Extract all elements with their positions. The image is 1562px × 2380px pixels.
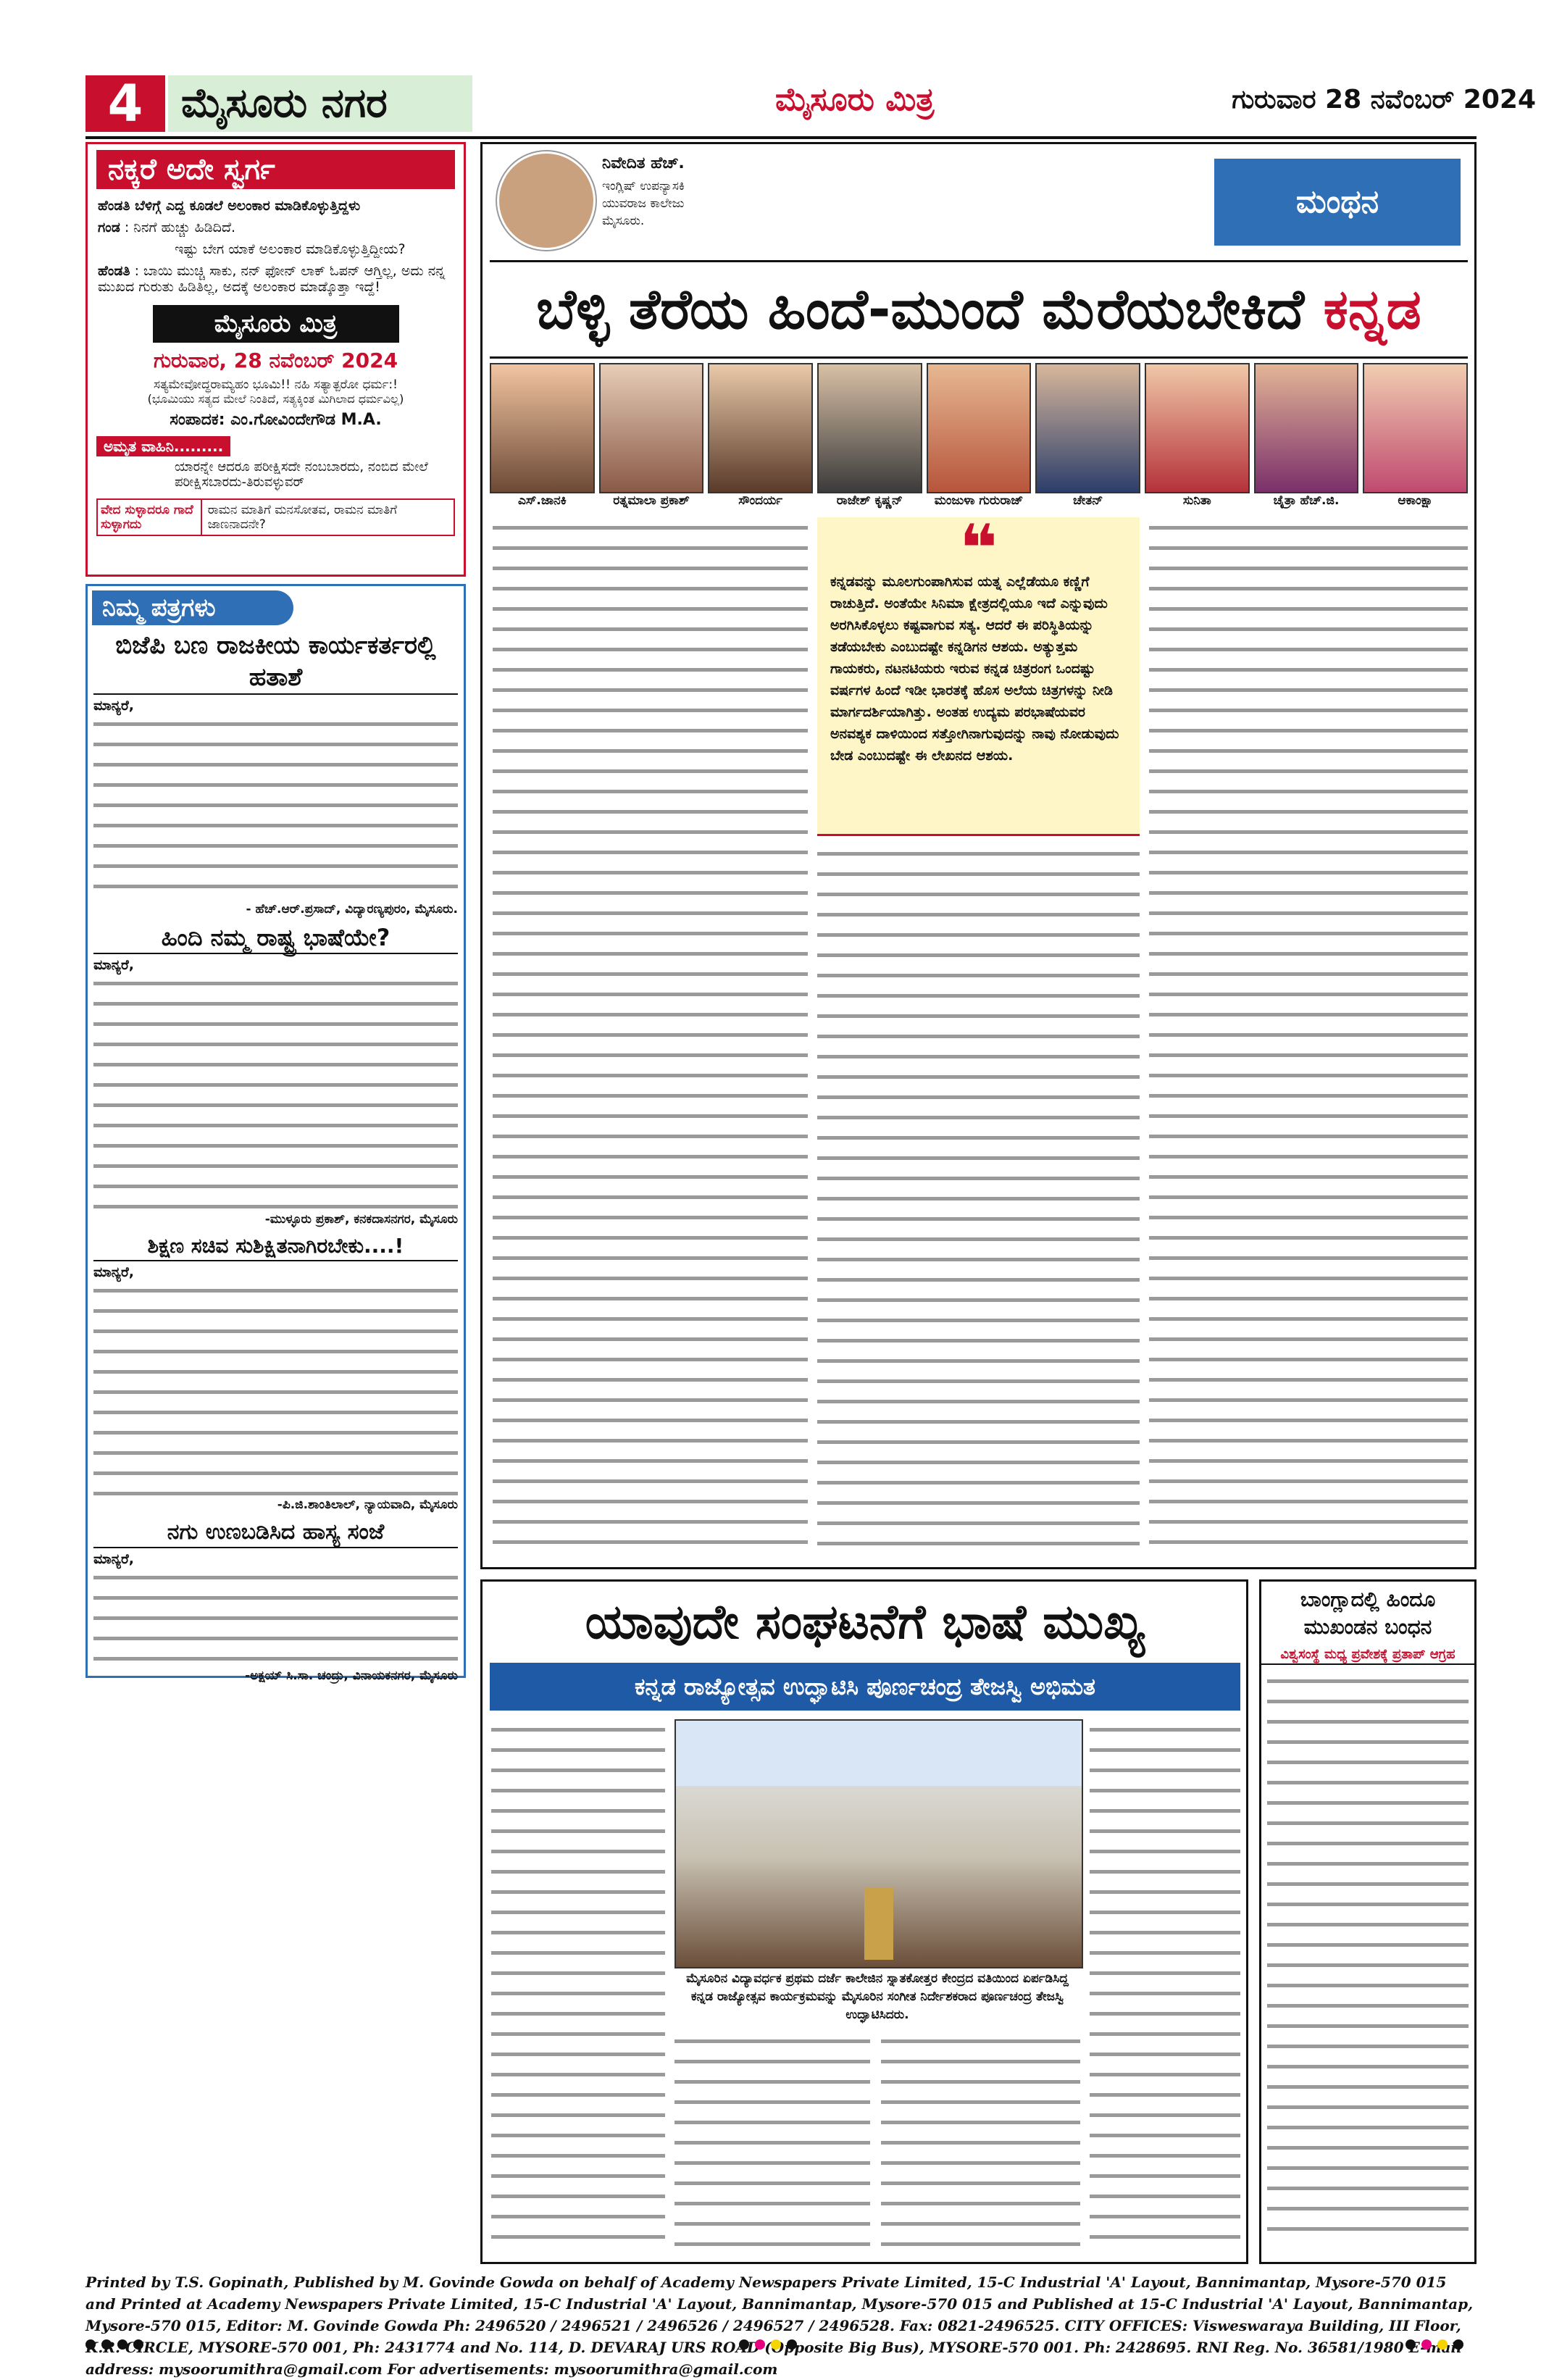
person-photo <box>599 363 704 493</box>
letter-signature: -ಪಿ.ಜಿ.ಶಾಂತಿಲಾಲ್, ನ್ಯಾಯವಾದಿ, ಮೈಸೂರು <box>277 1498 458 1512</box>
masthead: ಮೈಸೂರು ಮಿತ್ರ <box>775 81 935 118</box>
mast-motto-1: ಸತ್ಯಮೇವೋದ್ಧರಾಮ್ಯಹಂ ಭೂಮಿ!! ನಹಿ ಸತ್ಯಾತ್ಪರೋ ಧರ್ಮ:! <box>154 377 398 392</box>
person-photo <box>1035 363 1140 493</box>
letter-greeting: ಮಾನ್ಯರೆ, <box>93 957 134 973</box>
joke-box <box>85 142 466 577</box>
person-name: ಮಂಜುಳಾ ಗುರುರಾಜ್ <box>934 493 1024 508</box>
headline <box>490 260 1468 359</box>
person-card <box>1145 363 1250 508</box>
color-registration-dots-center <box>739 2339 803 2352</box>
person-card <box>927 363 1032 508</box>
mast-date: ಗುರುವಾರ, 28 ನವೆಂಬರ್ 2024 <box>153 348 398 372</box>
people-strip <box>490 363 1468 508</box>
author-name: ನಿವೇದಿತ ಹೆಚ್. <box>602 154 685 172</box>
mast-motto-2: (ಭೂಮಿಯು ಸತ್ಯದ ಮೇಲೆ ನಿಂತಿದೆ, ಸತ್ಯಕ್ಕಿಂತ ಮಿಗಿಲಾದ ಧರ್ಮವಿಲ್ಲ) <box>147 392 404 406</box>
bottom-article <box>480 1579 1248 2264</box>
dot-icon <box>133 2339 143 2350</box>
dot-icon <box>1421 2339 1432 2350</box>
joke-line-2: ಇಷ್ಟು ಬೇಗ ಯಾಕೆ ಅಲಂಕಾರ ಮಾಡಿಕೊಳ್ಳುತ್ತಿದ್ದೀಯ? <box>175 241 406 257</box>
person-name: ರತ್ನಮಾಲಾ ಪ್ರಕಾಶ್ <box>613 493 690 508</box>
bottom-body-column-1 <box>491 1719 665 2255</box>
joke-intro: ಹೆಂಡತಿ ಬೆಳಿಗ್ಗೆ ಎದ್ದ ಕೂಡಲೆ ಅಲಂಕಾರ ಮಾಡಿಕೊಳ್ಳುತ್ತಿದ್ದಳು <box>98 198 361 214</box>
veda-box <box>96 498 455 536</box>
mast-editor: ಸಂಪಾದಕ: ಎಂ.ಗೋವಿಂದೇಗೌಡ M.A. <box>170 411 382 429</box>
letter-4 <box>93 1518 458 1683</box>
dot-icon <box>771 2339 781 2350</box>
headline-highlight: ಕನ್ನಡ <box>1323 277 1421 341</box>
letters-section <box>85 584 466 1683</box>
bottom-body-column-4 <box>1090 1719 1240 2255</box>
side-headline: ಬಾಂಗ್ಲಾದಲ್ಲಿ ಹಿಂದೂ ಮುಖಂಡನ ಬಂಧನ <box>1300 1587 1436 1639</box>
person-card <box>490 363 595 508</box>
dot-icon <box>787 2339 797 2350</box>
side-story <box>1259 1579 1477 2264</box>
letter-3 <box>93 1232 458 1512</box>
letter-title: ನಗು ಉಣಬಡಿಸಿದ ಹಾಸ್ಯ ಸಂಜೆ <box>93 1518 458 1548</box>
imprint: Printed by T.S. Gopinath, Published by M. Govinde Gowda on behalf of Academy Newspapers Private Limited, 15-C Industrial 'A' Layout, Bannimantap, Mysore-570 015 and Printed at Academy Newspapers Private Limited, 15-C Industrial 'A' Layout, Bannimantap, Mysore-570 015 and Published at 15-C Industrial 'A' Layout, Bannimantap, Mysore-570 015, Editor: M. Govinde Gowda Ph: 2496520 / 2496521 / 2496526 / 2496527 / 2496528. Fax: 0821-2496525. CITY OFFICES: Visweswaraya Building, III Floor, CIRCLE, MYSORE-570 001, Ph: 2431774 and No. 114, D. DEVARAJ URS ROAD (Opposite Big Bus), MYSORE-570 001. Ph: 2428695. RNI Reg. No. 36581/1980 E-mail address: mysoorumithra@gmail.com For advertisements: mysoorumithra@gmail.com <box>85 2273 1474 2378</box>
letter-signature: -ಮುಳ್ಳೂರು ಪ್ರಕಾಶ್, ಕನಕದಾಸನಗರ, ಮೈಸೂರು <box>264 1212 458 1227</box>
letter-body <box>93 714 458 902</box>
page-number-badge <box>85 55 165 133</box>
bottom-body-column-3 <box>881 2031 1080 2255</box>
letter-greeting: ಮಾನ್ಯರೆ, <box>93 698 134 714</box>
dot-icon <box>755 2339 765 2350</box>
person-name: ಸೌಂದರ್ಯ <box>738 493 783 508</box>
side-subheadline: ವಿಶ್ವಸಂಸ್ಥೆ ಮಧ್ಯ ಪ್ರವೇಶಕ್ಕೆ ಪ್ರತಾಪ್ ಆಗ್ರಹ <box>1261 1645 1474 1665</box>
bottom-body-column-2 <box>674 2031 870 2255</box>
person-card <box>599 363 704 508</box>
dot-icon <box>739 2339 749 2350</box>
joke-line-3: ಹೆಂಡತಿ : ಬಾಯಿ ಮುಚ್ಚಿ ಸಾಕು, ನನ್ ಫೋನ್ ಲಾಕ್ ಓಪನ್ ಆಗ್ತಿಲ್ಲ, ಅದು ನನ್ನ ಮುಖದ ಗುರುತು ಹಿಡಿತಿಲ್ಲ, ಅದಕ್ಕೆ ಅಲಂಕಾರ ಮಾಡ್ಕೊತ್ತಾ ಇದ್ದೆ! <box>98 263 446 295</box>
person-name: ರಾಜೇಶ್ ಕೃಷ್ಣನ್ <box>836 493 903 508</box>
person-card <box>1035 363 1140 508</box>
person-name: ಆಕಾಂಕ್ಷಾ <box>1398 493 1434 508</box>
person-photo <box>1363 363 1468 493</box>
dot-icon <box>1406 2339 1416 2350</box>
bottom-subheadline: ಕನ್ನಡ ರಾಜ್ಯೋತ್ಸವ ಉದ್ಘಾಟಿಸಿ ಪೂರ್ಣಚಂದ್ರ ತೇಜಸ್ವಿ ಅಭಿಮತ <box>490 1663 1240 1711</box>
person-card <box>708 363 813 508</box>
header-rule <box>85 136 1477 139</box>
headline-text: ಬೆಳ್ಳಿ ತೆರೆಯ ಹಿಂದೆ-ಮುಂದೆ ಮೆರೆಯಬೇಕಿದೆ <box>536 277 1305 341</box>
dot-icon <box>85 2339 96 2350</box>
person-card <box>1254 363 1359 508</box>
amrutha-title: ಅಮೃತ ವಾಹಿನಿ......... <box>96 436 230 456</box>
lamp-graphic <box>864 1887 893 1960</box>
letters-heading: ನಿಮ್ಮ ಪತ್ರಗಳು <box>92 590 293 625</box>
dot-icon <box>1437 2339 1448 2350</box>
quote-mark-icon: ❝ <box>959 511 998 587</box>
letter-title: ಬಿಜೆಪಿ ಬಣ ರಾಜಕೀಯ ಕಾರ್ಯಕರ್ತರಲ್ಲಿ ಹತಾಶೆ <box>93 630 458 695</box>
article-body-column-2 <box>817 843 1140 1561</box>
person-card <box>817 363 922 508</box>
color-registration-dots-left <box>85 2339 149 2352</box>
page-label: ಪುಟ <box>88 55 110 72</box>
color-registration-dots-right <box>1406 2339 1469 2352</box>
letter-title: ಹಿಂದಿ ನಮ್ಮ ರಾಷ್ಟ್ರ ಭಾಷೆಯೇ? <box>93 922 458 954</box>
letter-body <box>93 973 458 1212</box>
letter-body <box>93 1567 458 1669</box>
letter-signature: -ಅಕ್ಷಯ್ ಸಿ.ಸಾ. ಚಂದ್ರು, ವಿನಾಯಕನಗರ, ಮೈಸೂರು <box>245 1669 458 1683</box>
article-body-column-1 <box>493 517 808 1561</box>
pullquote-box <box>817 511 1140 836</box>
bottom-headline: ಯಾವುದೇ ಸಂಘಟನೆಗೆ ಭಾಷೆ ಮುಖ್ಯ <box>585 1594 1145 1650</box>
issue-date: ಗುರುವಾರ 28 ನವೆಂಬರ್ 2024 <box>1232 85 1536 114</box>
article-body-column-3 <box>1149 517 1468 1561</box>
amrutha-text: ಯಾರನ್ನೇ ಆದರೂ ಪರೀಕ್ಷಿಸದೇ ನಂಬಬಾರದು, ನಂಬಿದ ಮೇಲೆ ಪರೀಕ್ಷಿಸಬಾರದು-ತಿರುವಳ್ಳುವರ್ <box>175 459 428 490</box>
veda-label: ವೇದ ಸುಳ್ಳಾದರೂ ಗಾದೆ ಸುಳ್ಳಾಗದು <box>98 500 202 535</box>
event-photo <box>674 1719 1083 1968</box>
event-photo-caption: ಮೈಸೂರಿನ ವಿದ್ಯಾವರ್ಧಕ ಪ್ರಥಮ ದರ್ಜೆ ಕಾಲೇಜಿನ ಸ್ನಾತಕೋತ್ತರ ಕೇಂದ್ರದ ವತಿಯಿಂದ ಏರ್ಪಡಿಸಿದ್ದ ಕನ್ನಡ ರಾಜ್ಯೋತ್ಸವ ಕಾರ್ಯಕ್ರಮವನ್ನು ಮೈಸೂರಿನ ಸಂಗೀತ ನಿರ್ದೇಶಕರಾದ ಪೂರ್ಣಚಂದ್ರ ತೇಜಸ್ವಿ ಉದ್ಘಾಟಿಸಿದರು. <box>686 1971 1069 2022</box>
person-photo <box>490 363 595 493</box>
author-photo <box>497 151 596 250</box>
letter-body <box>93 1280 458 1498</box>
letter-greeting: ಮಾನ್ಯರೆ, <box>93 1264 134 1280</box>
column-label: ಮಂಥನ <box>1214 159 1461 246</box>
joke-line-1: ಗಂಡ : ನಿನಗೆ ಹುಚ್ಚು ಹಿಡಿದಿದೆ. <box>98 220 236 235</box>
side-body <box>1267 1671 1469 2243</box>
person-photo <box>817 363 922 493</box>
dot-icon <box>1453 2339 1463 2350</box>
mast-box: ಮೈಸೂರು ಮಿತ್ರ <box>153 305 399 343</box>
joke-title: ನಕ್ಕರೆ ಅದೇ ಸ್ವರ್ಗ <box>96 150 455 189</box>
main-article <box>480 142 1477 1569</box>
author-role: ಇಂಗ್ಲಿಷ್ ಉಪನ್ಯಾಸಕಿ ಯುವರಾಜ ಕಾಲೇಜು ಮೈಸೂರು. <box>602 179 685 228</box>
dot-icon <box>117 2339 128 2350</box>
person-photo <box>1254 363 1359 493</box>
letter-2 <box>93 922 458 1227</box>
person-photo <box>927 363 1032 493</box>
section-title: ಮೈಸೂರು ನಗರ <box>168 75 472 132</box>
person-name: ಚೇತನ್ <box>1073 493 1103 508</box>
page-number: 4 <box>107 74 143 133</box>
letter-title: ಶಿಕ್ಷಣ ಸಚಿವ ಸುಶಿಕ್ಷಿತನಾಗಿರಬೇಕು....! <box>93 1232 458 1261</box>
person-photo <box>1145 363 1250 493</box>
person-name: ಚೈತ್ರಾ ಹೆಚ್.ಜಿ. <box>1273 493 1340 508</box>
letter-1 <box>93 630 458 916</box>
letter-signature: - ಹೆಚ್.ಆರ್.ಪ್ರಸಾದ್, ವಿದ್ಯಾರಣ್ಯಪುರಂ, ಮೈಸೂರು. <box>246 902 458 916</box>
banner-graphic <box>676 1721 1082 1786</box>
pullquote-text: ಕನ್ನಡವನ್ನು ಮೂಲಗುಂಪಾಗಿಸುವ ಯತ್ನ ಎಲ್ಲೆಡೆಯೂ ಕಣ್ಣಿಗೆ ರಾಚುತ್ತಿದೆ. ಅಂತೆಯೇ ಸಿನಿಮಾ ಕ್ಷೇತ್ರದಲ್ಲಿಯೂ ಇದೆ ಎನ್ನುವುದು ಅರಗಿಸಿಕೊಳ್ಳಲು ಕಷ್ಟವಾಗುವ ಸತ್ಯ. ಆದರೆ ಈ ಪರಿಸ್ಥಿತಿಯನ್ನು ತಡೆಯಬೇಕು ಎಂಬುದಷ್ಟೇ ಕನ್ನಡಿಗನ ಆಶಯ. ಅತ್ಯುತ್ತಮ ಗಾಯಕರು, ನಟನಟಿಯರು ಇರುವ ಕನ್ನಡ ಚಿತ್ರರಂಗ ಒಂದಷ್ಟು ವರ್ಷಗಳ ಹಿಂದೆ ಇಡೀ ಭಾರತಕ್ಕೆ ಹೊಸ ಅಲೆಯ ಚಿತ್ರಗಳನ್ನು ನೀಡಿ ಮಾರ್ಗದರ್ಶಿಯಾಗಿತ್ತು. ಅಂತಹ ಉದ್ಯಮ ಪರಭಾಷೆಯವರ ಅನವಶ್ಯಕ ದಾಳಿಯಿಂದ ಸತ್ತೋಗಿನಾಗುವುದನ್ನು ನಾವು ನೋಡುವುದು ಬೇಡ ಎಂಬುದಷ್ಟೇ ಈ ಲೇಖನದ ಆಶಯ. <box>830 574 1119 764</box>
veda-text: ರಾಮನ ಮಾತಿಗೆ ಮನಸೋತವ, ರಾಮನ ಮಾತಿಗೆ ಜಾಣನಾದನೇ? <box>207 503 398 532</box>
person-photo <box>708 363 813 493</box>
letter-greeting: ಮಾನ್ಯರೆ, <box>93 1551 134 1567</box>
dot-icon <box>101 2339 112 2350</box>
person-name: ಎಸ್.ಜಾನಕಿ <box>517 493 567 508</box>
person-card <box>1363 363 1468 508</box>
person-name: ಸುನಿತಾ <box>1182 493 1211 508</box>
